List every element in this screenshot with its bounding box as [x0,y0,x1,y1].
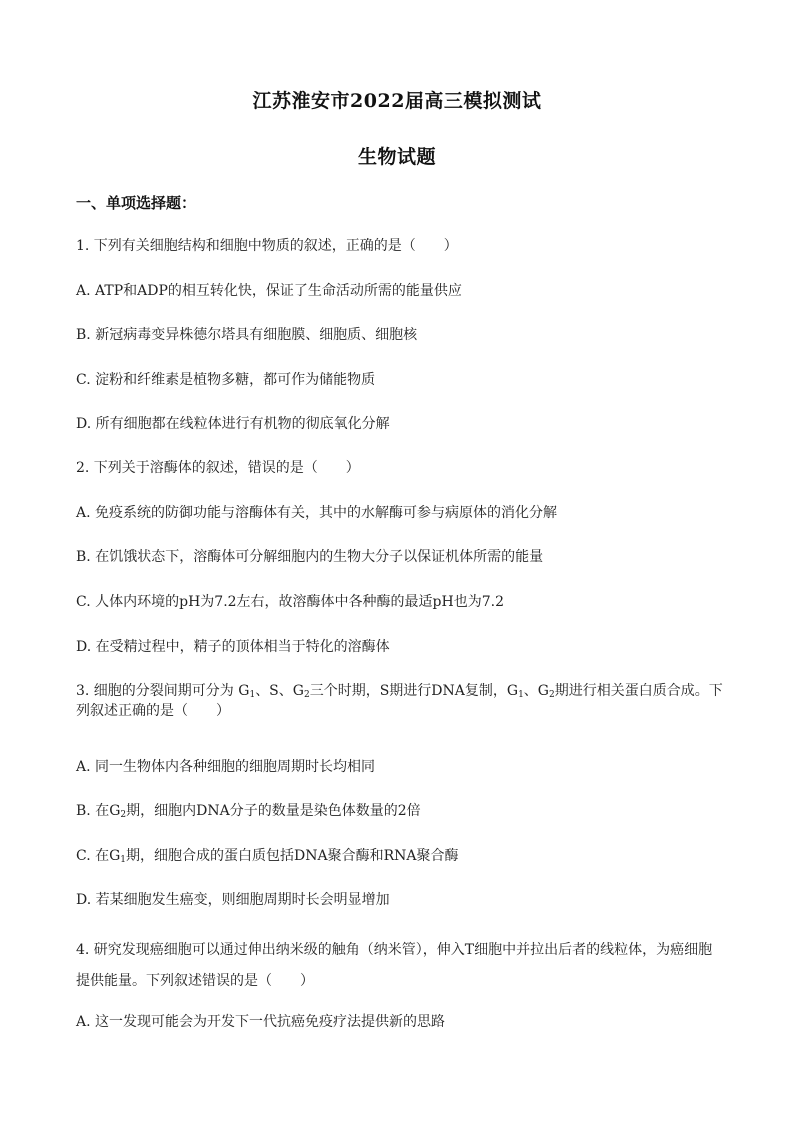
question-3-option-a: A. 同一生物体内各种细胞的细胞周期时长均相同 [76,759,376,775]
question-2-option-d: D. 在受精过程中，精子的顶体相当于特化的溶酶体 [76,639,390,655]
question-1-option-a: A. ATP和ADP的相互转化快，保证了生命活动所需的能量供应 [76,283,462,299]
question-2-option-b: B. 在饥饿状态下，溶酶体可分解细胞内的生物大分子以保证机体所需的能量 [76,549,544,565]
question-2-stem: 2. 下列关于溶酶体的叙述，错误的是（ ） [76,460,360,476]
question-1-stem: 1. 下列有关细胞结构和细胞中物质的叙述，正确的是（ ） [76,238,458,254]
exam-title: 江苏淮安市2022届高三模拟测试 [252,90,542,112]
question-2-option-a: A. 免疫系统的防御功能与溶酶体有关，其中的水解酶可参与病原体的消化分解 [76,505,558,521]
question-3-option-d: D. 若某细胞发生癌变，则细胞周期时长会明显增加 [76,892,390,908]
question-3-option-c: C. 在$G_1$期，细胞合成的蛋白质包括DNA聚合酶和RNA聚合酶 [76,848,459,865]
section-heading: 一、单项选择题： [76,194,197,212]
question-4-stem: 4. 研究发现癌细胞可以通过伸出纳米级的触角（纳米管），伸入T细胞中并拉出后者的线粒体，为癌细胞提供能量。下列叙述错误的是（ ） [76,942,713,989]
question-1-option-d: D. 所有细胞都在线粒体进行有机物的彻底氧化分解 [76,416,390,432]
question-1-option-b: B. 新冠病毒变异株德尔塔具有细胞膜、细胞质、细胞核 [76,327,418,343]
exam-subject-title: 生物试题 [357,146,436,168]
question-3-option-b: B. 在$G_2$期，细胞内DNA分子的数量是染色体数量的2倍 [76,803,421,820]
question-3-stem: 3. 细胞的分裂间期可分为 $G_1$、S、$G_2$三个时期，S期进行DNA复制，$G_1$、$G_2$期进行相关蛋白质合成。下列叙述正确的是（ ） [76,683,723,719]
question-1-option-c: C. 淀粉和纤维素是植物多糖，都可作为储能物质 [76,372,376,388]
question-2-option-c: C. 人体内环境的pH为7.2左右，故溶酶体中各种酶的最适pH也为7.2 [76,594,504,610]
question-4-option-a: A. 这一发现可能会为开发下一代抗癌免疫疗法提供新的思路 [76,1014,446,1030]
